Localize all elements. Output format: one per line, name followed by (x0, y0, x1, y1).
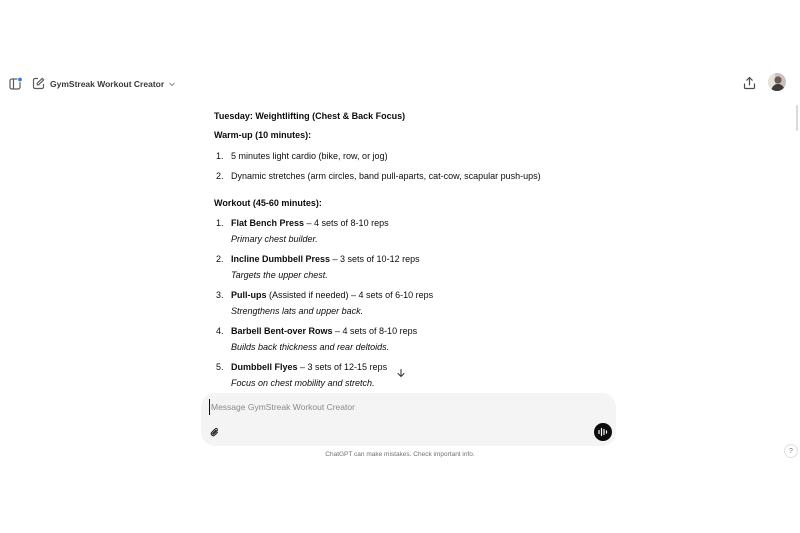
exercise-extra: (Assisted if needed) (266, 290, 349, 300)
exercise-name: Barbell Bent-over Rows (231, 326, 333, 336)
model-name: GymStreak Workout Creator (50, 79, 165, 89)
top-bar (0, 70, 800, 98)
disclaimer-text: ChatGPT can make mistakes. Check important info. (325, 451, 475, 458)
warmup-heading: Warm-up (10 minutes): (214, 130, 312, 140)
exercise-line (231, 289, 433, 301)
workout-heading: Workout (45-60 minutes): (214, 198, 322, 208)
message-input[interactable] (209, 399, 569, 415)
list-number: 1. (216, 218, 224, 228)
chevron-down-icon (168, 80, 176, 88)
list-number: 2. (216, 171, 224, 181)
voice-mode-button[interactable] (594, 423, 612, 441)
message-composer (201, 393, 616, 446)
list-text: 5 minutes light cardio (bike, row, or jog) (231, 151, 388, 161)
exercise-description: Primary chest builder. (231, 234, 318, 244)
list-number: 3. (216, 290, 224, 300)
exercise-line (231, 361, 387, 373)
paperclip-icon[interactable] (209, 426, 221, 439)
list-number: 1. (216, 151, 224, 161)
avatar[interactable] (768, 73, 786, 91)
exercise-name: Dumbbell Flyes (231, 362, 298, 372)
exercise-line (231, 217, 389, 229)
exercise-sets: – 4 sets of 8-10 reps (304, 218, 389, 228)
arrow-down-icon (396, 368, 406, 378)
exercise-description: Builds back thickness and rear deltoids. (231, 342, 390, 352)
sidebar-toggle-icon[interactable] (9, 77, 23, 90)
compose-icon[interactable] (32, 77, 45, 90)
exercise-name: Pull-ups (231, 290, 267, 300)
help-button[interactable]: ? (784, 444, 798, 458)
scrollbar[interactable] (796, 105, 798, 131)
list-number: 2. (216, 254, 224, 264)
exercise-sets: – 3 sets of 10-12 reps (330, 254, 420, 264)
model-switcher[interactable] (50, 76, 176, 92)
scroll-to-bottom-button[interactable] (392, 364, 410, 382)
exercise-name: Flat Bench Press (231, 218, 305, 228)
exercise-line (231, 325, 417, 337)
exercise-line (231, 253, 420, 265)
exercise-description: Strengthens lats and upper back. (231, 306, 364, 316)
voice-mode-icon (597, 427, 609, 437)
list-text: Dynamic stretches (arm circles, band pull-aparts, cat-cow, scapular push-ups) (231, 171, 541, 181)
exercise-description: Targets the upper chest. (231, 270, 328, 280)
share-icon[interactable] (743, 76, 756, 90)
exercise-description: Focus on chest mobility and stretch. (231, 378, 375, 388)
exercise-sets: – 4 sets of 8-10 reps (332, 326, 418, 336)
list-number: 5. (216, 362, 224, 372)
exercise-sets: – 4 sets of 6-10 reps (348, 290, 434, 300)
exercise-name: Incline Dumbbell Press (231, 254, 331, 264)
day-title: Tuesday: Weightlifting (Chest & Back Focus) (214, 111, 406, 121)
list-number: 4. (216, 326, 224, 336)
exercise-sets: – 3 sets of 12-15 reps (297, 362, 388, 372)
